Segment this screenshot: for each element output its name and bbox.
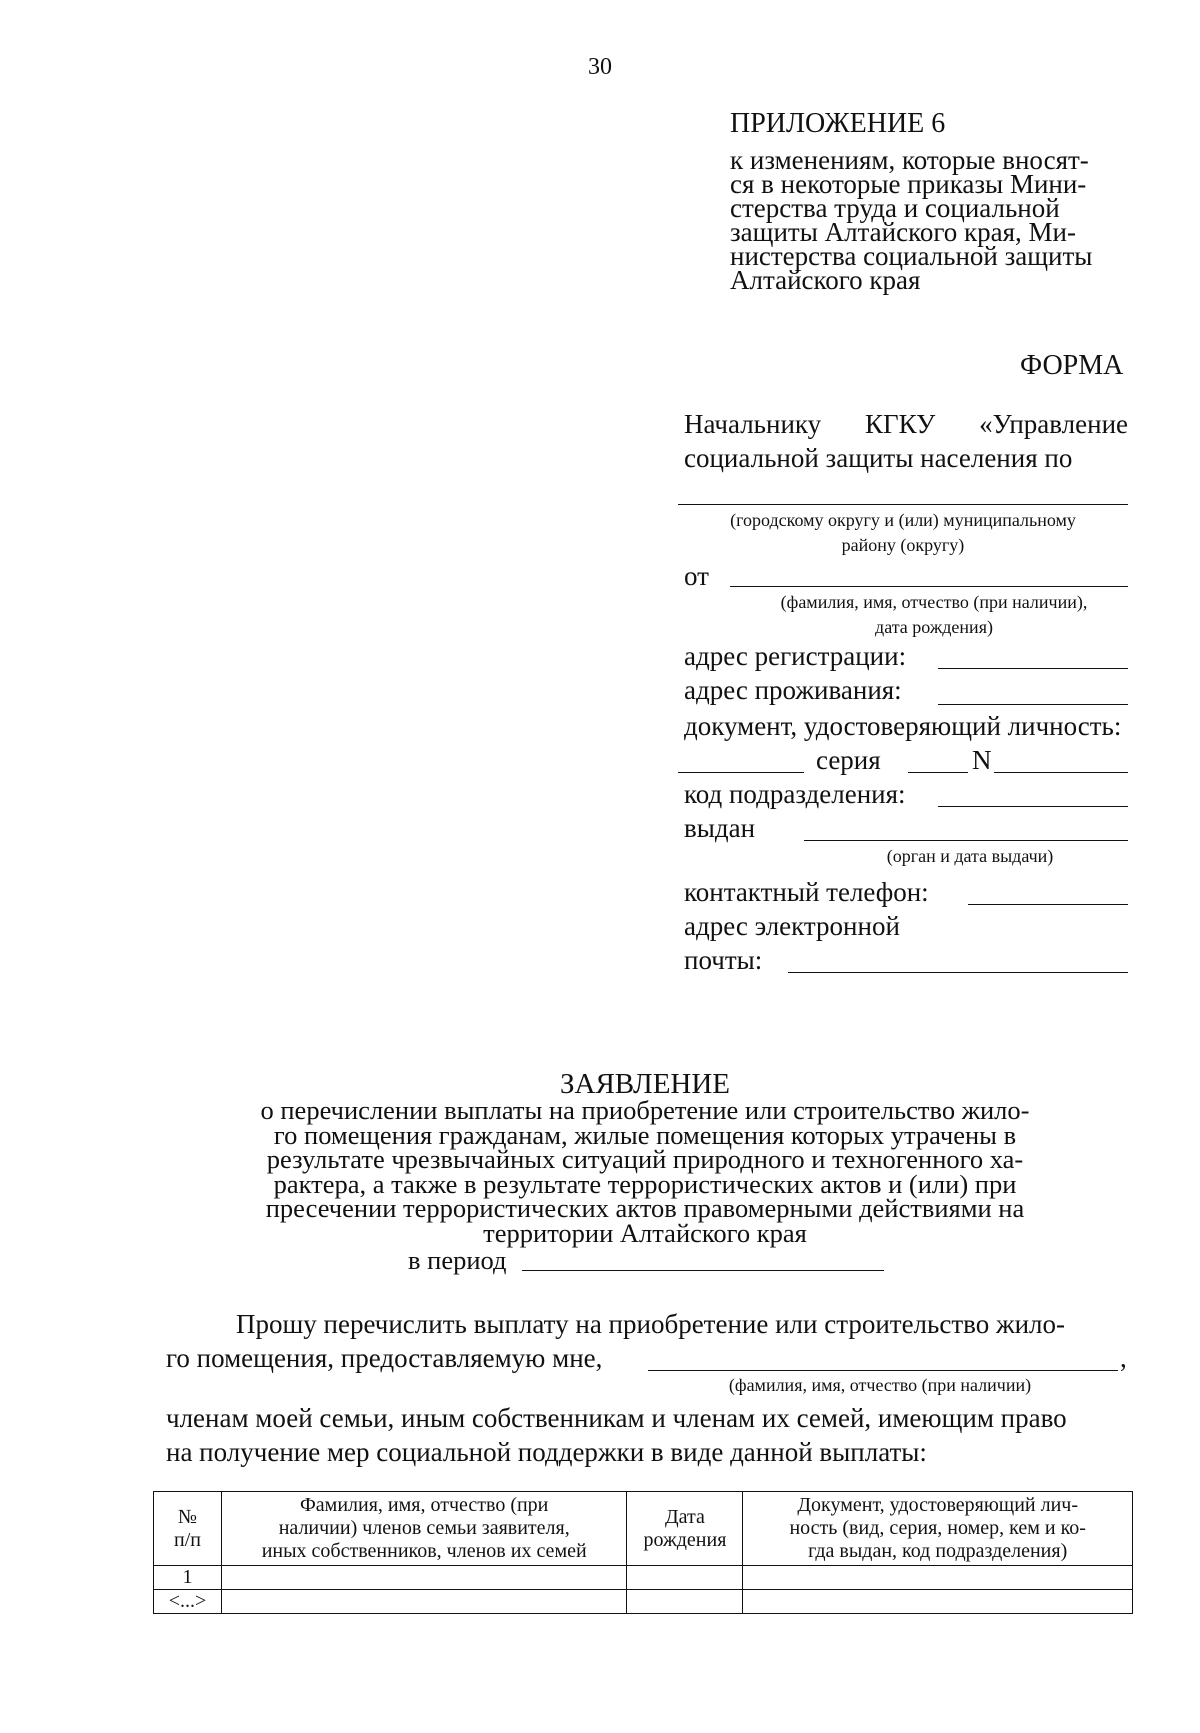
table-cell: <...> — [154, 1590, 222, 1614]
table-header-row — [154, 1492, 1133, 1566]
applicant-name-field[interactable] — [730, 586, 1128, 587]
body-comma: , — [1120, 1343, 1127, 1373]
addressee-line-1: Начальнику КГКУ «Управление — [684, 409, 1128, 439]
email-field[interactable] — [788, 972, 1128, 973]
statement-line: рактера, а также в результате террористических актов и (или) при — [273, 1168, 1017, 1199]
body-line-4: на получение мер социальной поддержки в виде данной выплаты: — [166, 1437, 927, 1467]
header-birth-date: Дата рождения — [627, 1492, 743, 1566]
body-name-hint: (фамилия, имя, отчество (при наличии) — [728, 1375, 1032, 1395]
statement-text — [230, 1095, 1060, 1248]
reg-address-field[interactable] — [938, 668, 1128, 669]
family-members-table — [153, 1491, 1133, 1614]
table-cell[interactable] — [627, 1590, 743, 1614]
division-code-field[interactable] — [938, 806, 1128, 807]
division-code-label: код подразделения: — [684, 779, 906, 809]
header-id-document: Документ, удостоверяющий лич- ность (вид, серия, номер, кем и ко- гда выдан, код подразделения) — [743, 1492, 1133, 1566]
live-address-label: адрес проживания: — [684, 675, 902, 705]
applicant-fio-field[interactable] — [648, 1370, 1118, 1371]
district-field[interactable] — [678, 504, 1128, 505]
statement-line: го помещения гражданам, жилые помещения которых утрачены в — [273, 1119, 1017, 1150]
district-hint: (городскому округу и (или) муниципальному району (округу) — [730, 510, 1076, 555]
appendix-title: ПРИЛОЖЕНИЕ 6 — [730, 108, 946, 139]
appendix-line: к изменениям, которые вносят- — [730, 145, 1089, 175]
issued-hint: (орган и дата выдачи) — [886, 846, 1054, 866]
issued-label: выдан — [684, 813, 756, 843]
statement-line: о перечислении выплаты на приобретение или строительство жило- — [260, 1095, 1030, 1125]
issued-field[interactable] — [804, 840, 1128, 841]
id-doc-label: документ, удостоверяющий личность: — [684, 711, 1122, 741]
series-label: серия — [816, 745, 881, 775]
live-address-field[interactable] — [938, 704, 1128, 705]
number-label: N — [972, 745, 992, 775]
table-cell[interactable] — [221, 1590, 627, 1614]
table-cell[interactable] — [743, 1566, 1133, 1590]
body-line-1: Прошу перечислить выплату на приобретение или строительство жило- — [236, 1309, 1066, 1339]
appendix-text — [730, 145, 1122, 295]
form-label: ФОРМА — [1020, 350, 1124, 381]
addressee-line-2: социальной защиты населения по — [684, 443, 1073, 473]
appendix-line: защиты Алтайского края, Ми- — [730, 217, 1076, 247]
series-field[interactable] — [908, 772, 968, 773]
appendix-line: Алтайского края — [730, 265, 921, 295]
header-full-name: Фамилия, имя, отчество (при наличии) членов семьи заявителя, иных собственников, членов их семей — [221, 1492, 627, 1566]
table-cell: 1 — [154, 1566, 222, 1590]
statement-line: результате чрезвычайных ситуаций природного и техногенного ха- — [266, 1144, 1024, 1174]
reg-address-label: адрес регистрации: — [684, 641, 907, 671]
statement-line: территории Алтайского края — [483, 1217, 807, 1248]
doc-type-field[interactable] — [678, 772, 804, 773]
page-number: 30 — [588, 54, 612, 80]
statement-title: ЗАЯВЛЕНИЕ — [559, 1068, 731, 1100]
table-cell[interactable] — [627, 1566, 743, 1590]
table-row — [154, 1590, 1133, 1614]
table-cell[interactable] — [743, 1590, 1133, 1614]
period-label: в период — [408, 1245, 507, 1275]
statement-line: пресечении террористических актов правомерными действиями на — [265, 1193, 1025, 1223]
period-field[interactable] — [522, 1270, 884, 1271]
email-label-2: почты: — [684, 945, 763, 975]
phone-field[interactable] — [968, 904, 1128, 905]
appendix-line: нистерства социальной защиты — [730, 241, 1093, 271]
table-cell[interactable] — [221, 1566, 627, 1590]
number-field[interactable] — [994, 772, 1128, 773]
body-line-2: го помещения, предоставляемую мне, — [166, 1343, 603, 1373]
from-label: от — [684, 561, 709, 591]
table-row — [154, 1566, 1133, 1590]
applicant-name-hint: (фамилия, имя, отчество (при наличии), дата рождения) — [780, 592, 1088, 637]
body-line-3: членам моей семьи, иным собственникам и членам их семей, имеющим право — [166, 1403, 1067, 1433]
email-label-1: адрес электронной — [684, 911, 900, 941]
appendix-line: ся в некоторые приказы Мини- — [730, 169, 1087, 199]
phone-label: контактный телефон: — [684, 877, 929, 907]
appendix-line: стерства труда и социальной — [730, 193, 1060, 223]
header-number: № п/п — [154, 1492, 222, 1566]
